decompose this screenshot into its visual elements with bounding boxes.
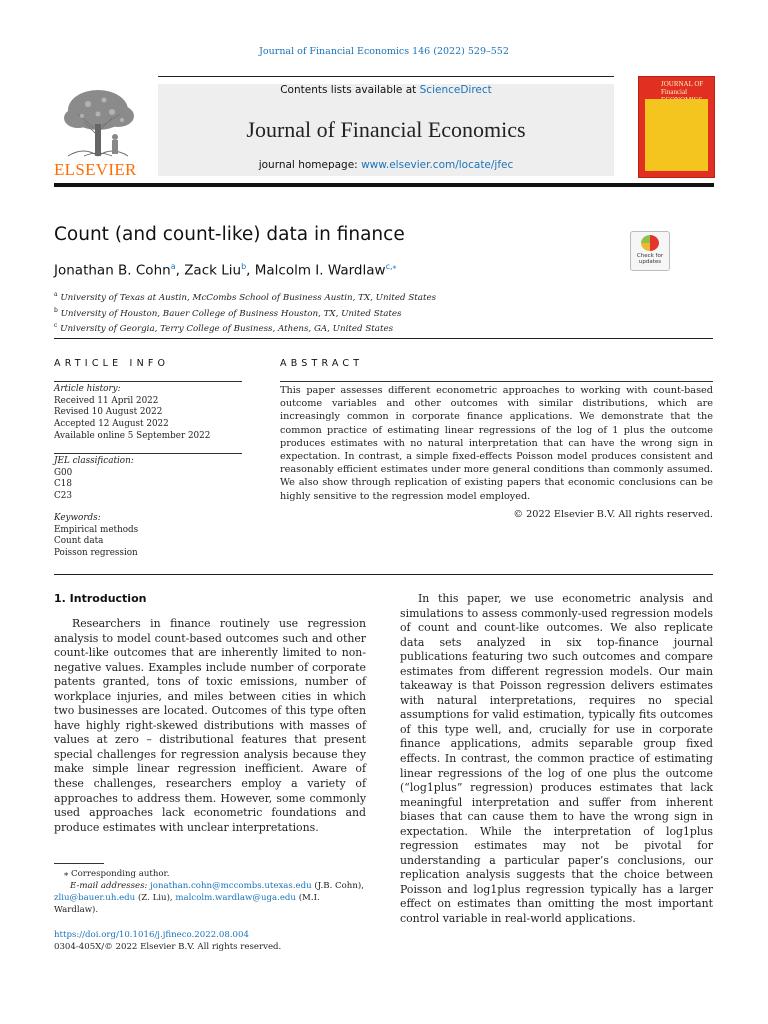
jel-label: JEL classification: [54, 456, 134, 466]
article-info-heading: ARTICLE INFO [54, 358, 170, 369]
section-heading: 1. Introduction [54, 592, 147, 605]
affiliation-text: University of Georgia, Terry College of Business, Athens, GA, United States [60, 324, 394, 335]
cover-title: JOURNAL OF Financial [661, 80, 704, 96]
author-name: Jonathan B. Cohn [54, 262, 171, 279]
issn-copyright: 0304-405X/© 2022 Elsevier B.V. All rights reserved. [54, 941, 282, 952]
email-owner: (M.I. Wardlaw). [54, 893, 320, 915]
affiliation-text: University of Houston, Bauer College of Business Houston, TX, United States [60, 308, 402, 319]
jel-code: G00 [54, 467, 73, 478]
author-name: Malcolm I. Wardlaw [254, 262, 386, 279]
email-link[interactable]: zliu@bauer.uh.edu [54, 893, 136, 903]
corresponding-note [54, 868, 366, 880]
article-history [54, 384, 210, 443]
history-item: Available online 5 September 2022 [54, 430, 211, 441]
history-item: Received 11 April 2022 [54, 395, 159, 406]
check-updates-label: Check for updates [636, 253, 664, 265]
keywords [54, 513, 138, 560]
jel-classification [54, 456, 134, 503]
article-title: Count (and count-like) data in finance [54, 224, 405, 245]
article-info-divider [54, 453, 242, 454]
affiliation-marker: c [54, 322, 58, 330]
footnote-rule [54, 863, 104, 864]
affiliation-item [54, 289, 436, 305]
contents-prefix: Contents lists available at [280, 84, 417, 96]
elsevier-wordmark[interactable]: ELSEVIER [54, 160, 137, 179]
email-link[interactable]: malcolm.wardlaw@uga.edu [175, 893, 296, 903]
homepage-prefix: journal homepage: [258, 159, 358, 171]
header-thick-rule [54, 183, 714, 187]
keyword: Poisson regression [54, 548, 138, 559]
abstract-text: This paper assesses different econometric approaches to working with count-based outcome variables and other outcomes with similar distributions, which are increasingly common in corporate finance applications. We demonstrate that the common practice of estimating linear regressions of the log of 1 plus the outcome produces estimates with no natural interpretation that can have the wrong sign in expectation. In contrast, a simple fixed-effects Poisson model produces consistent and reasonably efficient estimates under more general conditions than commonly assumed. We also show through replication of existing papers that economic conclusions can be highly sensitive to the regression model employed. [280, 385, 713, 502]
affiliations [54, 289, 436, 336]
body-rule [54, 574, 713, 575]
author-affil-link[interactable]: b [241, 262, 247, 271]
author-list: Jonathan B. Cohn$^a$, Zack Liu$^b$, Malcolm I. Wardlaw$^{c,⁎}$ [54, 262, 397, 279]
journal-banner [158, 84, 614, 176]
journal-cover-thumbnail[interactable] [638, 76, 715, 178]
history-item: Accepted 12 August 2022 [54, 419, 169, 430]
footnote [54, 868, 366, 916]
section-rule [54, 338, 713, 339]
body-paragraph: In this paper, we use econometric analysis and simulations to assess commonly-used regression models of count and count-like outcomes. We also replicate data sets analyzed in six top-finance journal publications featuring two such outcomes and compare estimates from different regression models. Our main takeaway is that Poisson regression delivers estimates with natural interpretations, requires no special assumptions for valid estimation, typically fits outcomes of this type well, and, crucially for use in corporate finance applications, admits separable group fixed effects. In contrast, the common practice of estimating linear regressions of the log of one plus the outcome (“log1plus” regression) produces estimates that lack meaningful interpretation and suffer from inherent biases that can cause them to have the wrong sign in expectation. While the interpretation of log1plus regression estimates may not be pivotal for understanding a particular paper’s conclusions, our replication analysis suggests that the choice between Poisson and log1plus regression typically has a larger effect on estimates than omitting the most important control variable in real-world applications. [400, 592, 713, 926]
homepage-line [158, 159, 614, 171]
email-link[interactable]: jonathan.cohn@mccombs.utexas.edu [150, 881, 312, 891]
affiliation-item [54, 305, 436, 321]
author-name: Zack Liu [184, 262, 242, 279]
abstract-rule [280, 381, 713, 382]
body-right-column [400, 592, 713, 927]
corresponding-author-label: Corresponding author. [71, 869, 170, 879]
keyword: Empirical methods [54, 524, 139, 535]
abstract-copyright: © 2022 Elsevier B.V. All rights reserved. [513, 509, 713, 520]
body-left-column [54, 592, 366, 835]
check-for-updates-button[interactable] [630, 231, 670, 271]
affiliation-item [54, 320, 436, 336]
history-item: Revised 10 August 2022 [54, 407, 163, 418]
doi-link[interactable]: https://doi.org/10.1016/j.jfineco.2022.08.004 [54, 930, 249, 940]
author-affil-link[interactable]: c,⁎ [385, 262, 397, 271]
history-label: Article history: [54, 384, 121, 394]
check-updates-icon [641, 235, 659, 251]
cover-panel [645, 99, 708, 171]
author-affil-link[interactable]: a [170, 262, 176, 271]
email-label: E-mail addresses: [70, 881, 148, 891]
affiliation-text: University of Texas at Austin, McCombs School of Business Austin, TX, United States [60, 292, 437, 303]
email-addresses [54, 880, 366, 892]
contents-line [158, 84, 614, 96]
email-addresses-cont [54, 892, 366, 916]
email-owner: (Z. Liu), [137, 893, 173, 903]
keywords-label: Keywords: [54, 513, 101, 523]
sciencedirect-link[interactable]: ScienceDirect [419, 84, 492, 96]
jel-code: C23 [54, 491, 72, 502]
footnote-marker: ⁎ [64, 869, 69, 879]
journal-title: Journal of Financial Economics [246, 117, 526, 142]
article-info-rule [54, 381, 242, 382]
email-owner: (J.B. Cohn), [314, 881, 364, 891]
header-rule [158, 76, 614, 77]
abstract-heading: ABSTRACT [280, 358, 364, 369]
affiliation-marker: b [54, 306, 58, 314]
jel-code: C18 [54, 479, 72, 490]
journal-citation[interactable]: Journal of Financial Economics 146 (2022) 529–552 [259, 46, 509, 57]
keyword: Count data [54, 536, 104, 547]
body-paragraph: Researchers in finance routinely use regression analysis to model count-based outcomes such and other count-like outcomes that are inherently limited to non-negative values. Examples include number of corporate patents granted, tons of toxic emissions, number of workplace injuries, and miles between cities in which two businesses are located. Outcomes of this type often have highly right-skewed distributions with masses of values at zero – distributional features that present special challenges for regression analysis because they make simple linear regression inefficient. Aware of these challenges, researchers employ a variety of approaches to address them. However, some commonly used approaches lack econometric foundations and produce estimates with unclear interpretations. [54, 617, 366, 834]
doi-block [54, 930, 281, 953]
homepage-link[interactable]: www.elsevier.com/locate/jfec [361, 159, 514, 171]
affiliation-marker: a [54, 291, 58, 298]
